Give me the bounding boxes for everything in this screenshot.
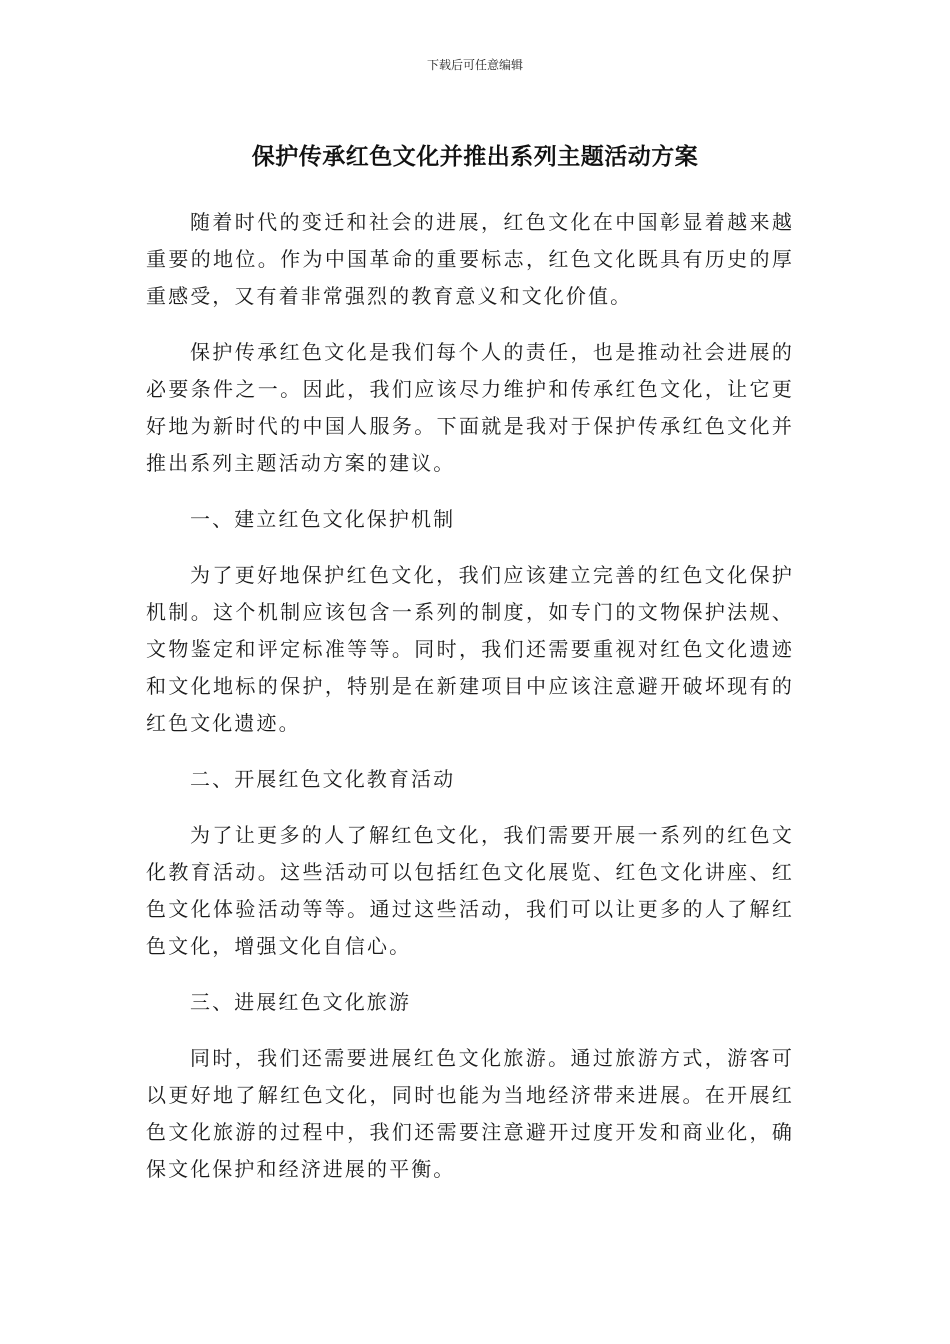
header-note: 下载后可任意编辑 — [426, 58, 523, 72]
document-title: 保护传承红色文化并推出系列主题活动方案 — [251, 144, 699, 170]
document-body — [146, 204, 794, 1207]
paragraph-intro-2: 保护传承红色文化是我们每个人的责任，也是推动社会进展的必要条件之一。因此，我们应该尽力维护和传承红色文化，让它更好地为新时代的中国人服务。下面就是我对于保护传承红色文化并推出系列主题活动方案的建议。 — [146, 340, 794, 475]
paragraph-intro-1: 随着时代的变迁和社会的进展，红色文化在中国彰显着越来越重要的地位。作为中国革命的重要标志，红色文化既具有历史的厚重感受，又有着非常强烈的教育意义和文化价值。 — [146, 210, 794, 308]
section-heading-1: 一、建立红色文化保护机制 — [190, 507, 456, 531]
paragraph-section-3: 同时，我们还需要进展红色文化旅游。通过旅游方式，游客可以更好地了解红色文化，同时也能为当地经济带来进展。在开展红色文化旅游的过程中，我们还需要注意避开过度开发和商业化，确保文化保护和经济进展的平衡。 — [146, 1046, 794, 1181]
section-heading-3: 三、进展红色文化旅游 — [190, 990, 411, 1014]
paragraph-section-2: 为了让更多的人了解红色文化，我们需要开展一系列的红色文化教育活动。这些活动可以包括红色文化展览、红色文化讲座、红色文化体验活动等等。通过这些活动，我们可以让更多的人了解红色文化，增强文化自信心。 — [146, 823, 794, 958]
paragraph-section-1: 为了更好地保护红色文化，我们应该建立完善的红色文化保护机制。这个机制应该包含一系列的制度，如专门的文物保护法规、文物鉴定和评定标准等等。同时，我们还需要重视对红色文化遗迹和文化地标的保护，特别是在新建项目中应该注意避开破坏现有的红色文化遗迹。 — [146, 563, 794, 735]
section-heading-2: 二、开展红色文化教育活动 — [190, 767, 456, 791]
